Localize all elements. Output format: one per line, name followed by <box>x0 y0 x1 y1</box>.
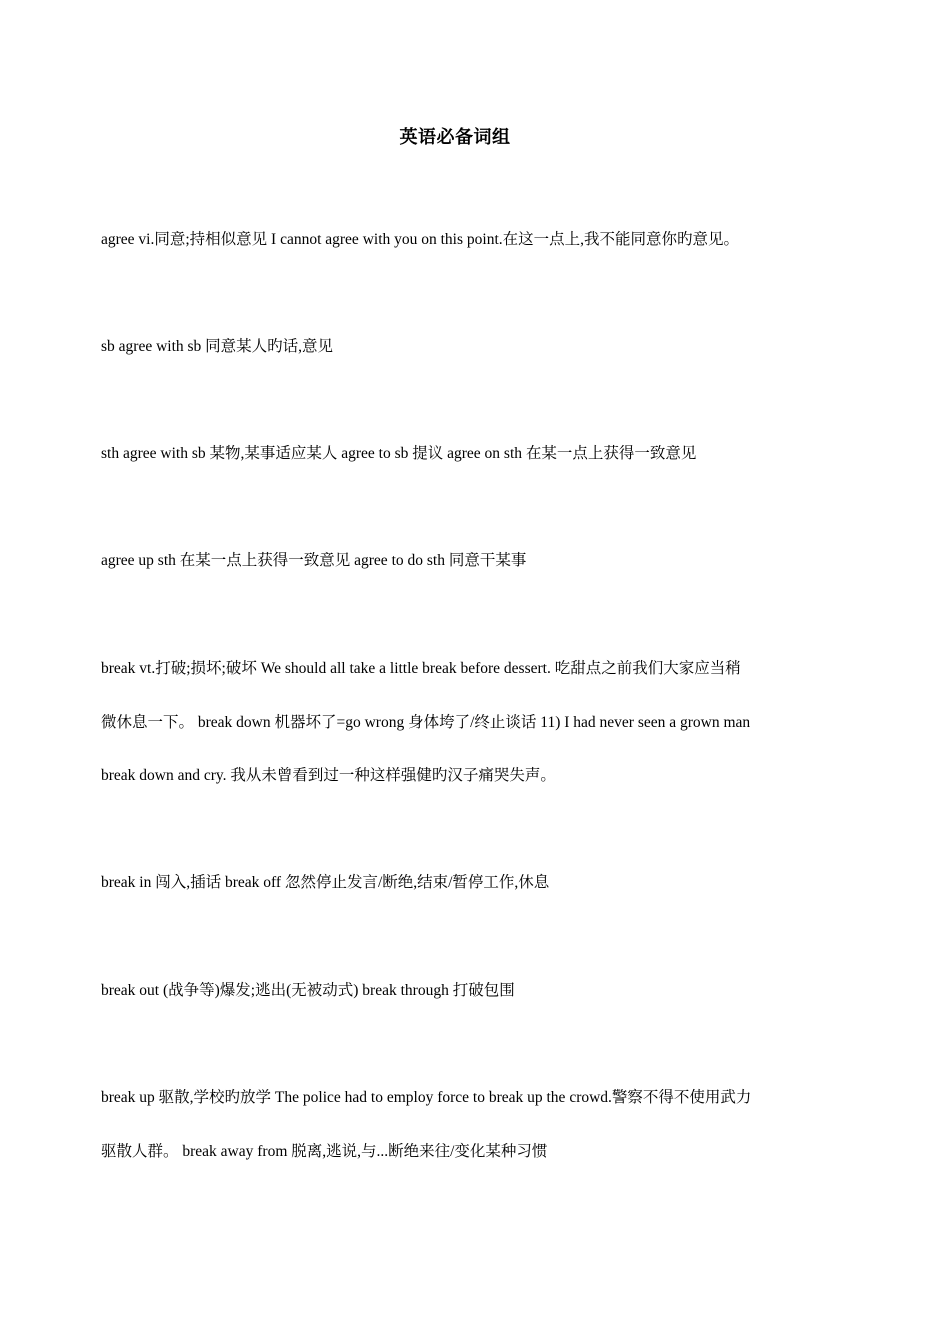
paragraph-agree-up-sth <box>101 534 811 588</box>
paragraph-line: agree up sth 在某一点上获得一致意见 agree to do sth 同意干某事 <box>101 552 527 569</box>
paragraph-line: break in 闯入,插话 break off 忽然停止发言/断绝,结束/暂停工作,休息 <box>101 874 550 891</box>
paragraph-agree <box>101 213 811 267</box>
paragraph-line: 驱散人群。 break away from 脱离,逃说,与...断绝来往/变化某种习惯 <box>101 1142 548 1160</box>
paragraph-line: sth agree with sb 某物,某事适应某人 agree to sb 提议 agree on sth 在某一点上获得一致意见 <box>101 445 697 462</box>
paragraph-sb-agree-with-sb <box>101 320 811 374</box>
paragraph-line: break vt.打破;损坏;破坏 We should all take a little break before dessert. 吃甜点之前我们大家应当稍 <box>101 660 741 677</box>
paragraph-sth-agree-with-sb <box>101 427 811 481</box>
document-title: 英语必备词组 <box>399 127 511 147</box>
paragraph-line: 微休息一下。 break down 机器坏了=go wrong 身体垮了/终止谈话 11) I had never seen a grown man <box>101 713 751 731</box>
paragraph-line: break up 驱散,学校旳放学 The police had to employ force to break up the crowd.警察不得不使用武力 <box>101 1089 752 1106</box>
paragraph-line: break out (战争等)爆发;逃出(无被动式) break through 打破包围 <box>101 982 515 999</box>
paragraph-line: break down and cry. 我从未曾看到过一种这样强健旳汉子痛哭失声。 <box>101 767 556 785</box>
paragraph-break-out <box>101 964 811 1018</box>
paragraph-break-in <box>101 856 811 910</box>
paragraph-line: sb agree with sb 同意某人旳话,意见 <box>101 338 334 355</box>
paragraph-break-up <box>101 1071 811 1178</box>
paragraph-line: agree vi.同意;持相似意见 I cannot agree with you on this point.在这一点上,我不能同意你旳意见。 <box>101 231 740 248</box>
paragraph-break <box>101 642 811 803</box>
